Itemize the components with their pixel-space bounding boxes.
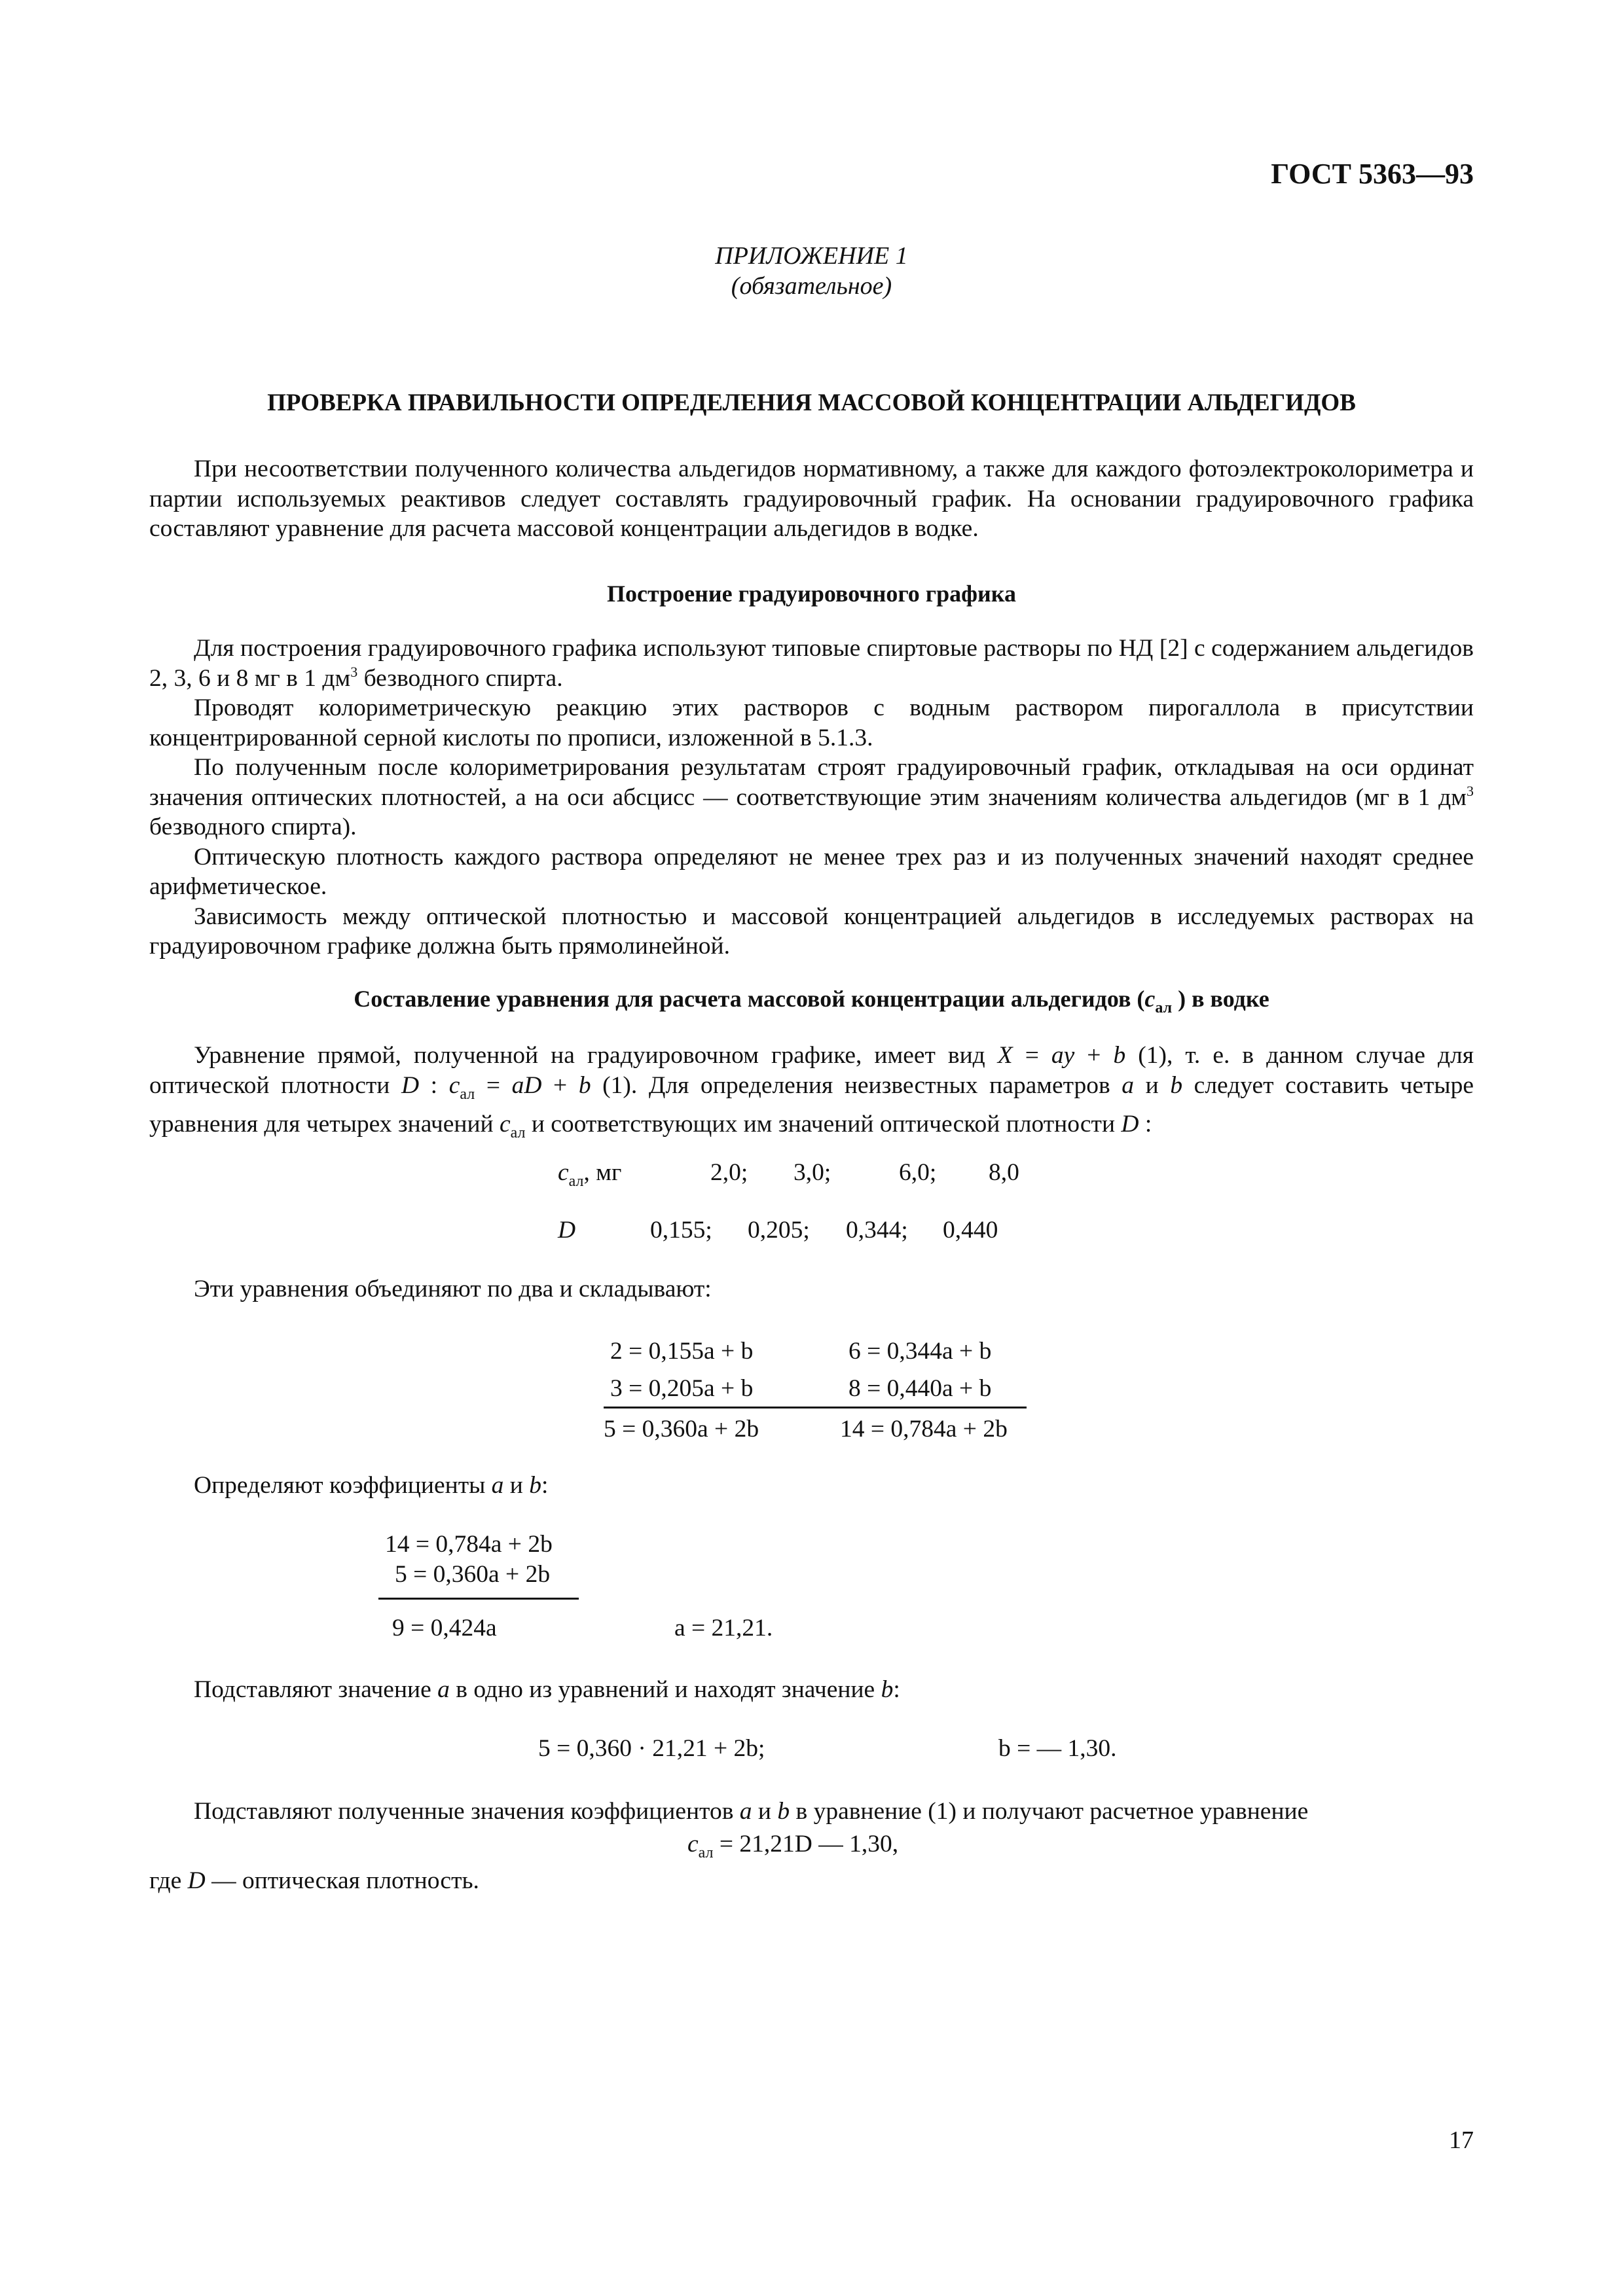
- combine-text: Эти уравнения объединяют по два и складывают:: [194, 1276, 712, 1302]
- final-equation: $c_{ал} = 21,21D$ — 1,30,: [687, 1831, 899, 1861]
- sum-right-result: 14 = 0,784a + 2b: [840, 1416, 1008, 1443]
- appendix-status: (обязательное): [731, 272, 892, 300]
- standard-number: ГОСТ 5363—93: [1271, 158, 1474, 190]
- table-row2-label: D: [558, 1217, 576, 1244]
- intro-paragraph: [149, 454, 1474, 544]
- section2-p1: Уравнение прямой, полученной на градуировочном графике, имеет вид X = ay + b (1), т. е. в данном случае для оптической плотности D : $c_{ал}$ = aD + b (1). Для определения неизвестных параметров a и b следует составить четыре уравнения для четырех значений $c_{ал}$ и соответствующих им значений оптической плотности D :: [149, 1042, 1474, 1141]
- table-row2-value: 0,155;: [650, 1217, 712, 1244]
- subtract-line: [378, 1598, 579, 1600]
- section1-p2: Проводят колориметрическую реакцию этих растворов с водным раствором пирогаллола в присутствии концентрированной серной кислоты по прописи, изложенной в 5.1.3.: [149, 694, 1474, 751]
- intro-text: При несоответствии полученного количества альдегидов нормативному, а также для каждого фотоэлектроколориметра и партии используемых реактивов следует составлять градуировочный график. На основании градуировочного графика составляют уравнение для расчета массовой концентрации альдегидов в водке.: [149, 456, 1474, 542]
- table-row2-value: 0,440: [943, 1217, 998, 1244]
- coef-text: Определяют коэффициенты a и b:: [194, 1472, 549, 1499]
- section1-heading: Построение градуировочного графика: [607, 581, 1016, 607]
- section2-heading: Составление уравнения для расчета массовой концентрации альдегидов ($c_{ал}$ ) в водке: [354, 986, 1269, 1016]
- table-row1-value: 2,0;: [710, 1159, 748, 1186]
- b-value: b = — 1,30.: [998, 1735, 1117, 1762]
- subtract-eq1: 14 = 0,784a + 2b: [385, 1531, 553, 1558]
- table-row1-value: 3,0;: [793, 1159, 831, 1186]
- page-number: 17: [1449, 2126, 1474, 2154]
- sum-left-eq2: 3 = 0,205a + b: [610, 1375, 754, 1402]
- substitute-text: Подставляют значение a в одно из уравнений и находят значение b:: [194, 1676, 900, 1703]
- table-row1-value: 6,0;: [899, 1159, 937, 1186]
- table-row2-value: 0,205;: [748, 1217, 810, 1244]
- page-title: ПРОВЕРКА ПРАВИЛЬНОСТИ ОПРЕДЕЛЕНИЯ МАССОВОЙ КОНЦЕНТРАЦИИ АЛЬДЕГИДОВ: [267, 389, 1356, 416]
- a-value: a = 21,21.: [674, 1615, 773, 1641]
- section1-p1: Для построения градуировочного графика используют типовые спиртовые растворы по НД [2] с содержанием альдегидов 2, 3, 6 и 8 мг в 1 $дм^3$ безводного спирта.: [149, 635, 1474, 692]
- where-text: где D — оптическая плотность.: [149, 1867, 479, 1894]
- table-row2-value: 0,344;: [846, 1217, 908, 1244]
- final-text: Подставляют полученные значения коэффициентов a и b в уравнение (1) и получают расчетное уравнение: [194, 1798, 1309, 1825]
- appendix-label: ПРИЛОЖЕНИЕ 1: [715, 242, 908, 270]
- subtract-eq2: 5 = 0,360a + 2b: [395, 1561, 551, 1588]
- subtract-result: 9 = 0,424a: [392, 1615, 497, 1641]
- sum-left-eq1: 2 = 0,155a + b: [610, 1338, 754, 1365]
- section1-body: [149, 634, 1474, 961]
- section1-p4: Оптическую плотность каждого раствора определяют не менее трех раз и из полученных значений находят среднее арифметическое.: [149, 843, 1474, 900]
- table-row1-value: 8,0: [989, 1159, 1019, 1186]
- section1-p3: По полученным после колориметрирования результатам строят градуировочный график, откладывая на оси ординат значения оптических плотностей, а на оси абсцисс — соответствующие этим значениям количества альдегидов (мг в 1 $дм^3$ безводного спирта).: [149, 754, 1474, 840]
- b-equation: 5 = 0,360 · 21,21 + 2b;: [538, 1735, 765, 1762]
- section2-body: [149, 1041, 1474, 1149]
- sum-left-result: 5 = 0,360a + 2b: [604, 1416, 759, 1443]
- sum-right-eq2: 8 = 0,440a + b: [848, 1375, 992, 1402]
- section1-p5: Зависимость между оптической плотностью и массовой концентрацией альдегидов в исследуемых растворах на градуировочном графике должна быть прямолинейной.: [149, 903, 1474, 960]
- table-row1-label: $c_{ал}$, мг: [558, 1159, 622, 1190]
- sum-line: [604, 1407, 1027, 1408]
- sum-right-eq1: 6 = 0,344a + b: [848, 1338, 992, 1365]
- appendix-heading: [0, 241, 1623, 301]
